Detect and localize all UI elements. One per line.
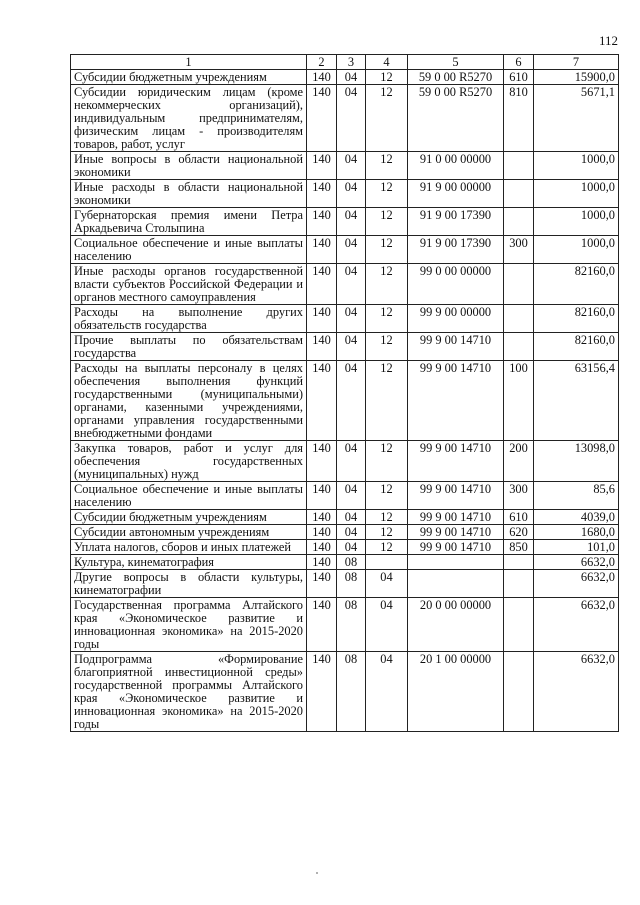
ministry-code-cell: 140 [307, 305, 337, 333]
target-article-cell [408, 555, 504, 570]
target-article-cell: 59 0 00 R5270 [408, 70, 504, 85]
target-article-cell: 99 9 00 14710 [408, 540, 504, 555]
table-row [71, 570, 619, 598]
subsection-code-cell: 12 [366, 510, 408, 525]
table-row [71, 208, 619, 236]
expense-name-cell: Уплата налогов, сборов и иных платежей [71, 540, 307, 555]
amount-cell: 85,6 [534, 482, 619, 510]
subsection-code-cell: 12 [366, 180, 408, 208]
section-code-cell: 04 [337, 236, 366, 264]
target-article-cell: 91 0 00 00000 [408, 152, 504, 180]
ministry-code-cell: 140 [307, 333, 337, 361]
expense-type-cell [504, 333, 534, 361]
ministry-code-cell: 140 [307, 570, 337, 598]
table-body [71, 70, 619, 732]
target-article-cell: 91 9 00 17390 [408, 236, 504, 264]
ministry-code-cell: 140 [307, 525, 337, 540]
ministry-code-cell: 140 [307, 152, 337, 180]
expense-name-cell: Иные расходы органов государственной власти субъектов Российской Федерации и органов местного самоуправления [71, 264, 307, 305]
table-row [71, 264, 619, 305]
section-code-cell: 04 [337, 305, 366, 333]
expense-name-cell: Субсидии юридическим лицам (кроме некоммерческих организаций), индивидуальным предпринимателям, физическим лицам - производителям товаров, работ, услуг [71, 85, 307, 152]
expense-name-cell: Расходы на выплаты персоналу в целях обеспечения выполнения функций государственными (муниципальными) органами, казенными учреждениями, органами управления государственными внебюджетными фондами [71, 361, 307, 441]
expense-name-cell: Иные вопросы в области национальной экономики [71, 152, 307, 180]
expense-type-cell [504, 180, 534, 208]
table-row [71, 85, 619, 152]
amount-cell: 6632,0 [534, 555, 619, 570]
section-code-cell: 04 [337, 441, 366, 482]
target-article-cell: 99 9 00 14710 [408, 482, 504, 510]
expense-type-cell: 610 [504, 70, 534, 85]
section-code-cell: 08 [337, 652, 366, 732]
target-article-cell [408, 570, 504, 598]
ministry-code-cell: 140 [307, 85, 337, 152]
page-number: 112 [598, 33, 618, 48]
expense-type-cell: 810 [504, 85, 534, 152]
target-article-cell: 99 9 00 00000 [408, 305, 504, 333]
header-cell: 7 [534, 55, 619, 70]
target-article-cell: 99 0 00 00000 [408, 264, 504, 305]
target-article-cell: 99 9 00 14710 [408, 510, 504, 525]
subsection-code-cell: 12 [366, 70, 408, 85]
amount-cell: 82160,0 [534, 333, 619, 361]
expense-type-cell [504, 305, 534, 333]
table-row [71, 482, 619, 510]
ministry-code-cell: 140 [307, 70, 337, 85]
header-cell: 3 [337, 55, 366, 70]
expense-type-cell [504, 152, 534, 180]
table-row [71, 555, 619, 570]
expense-name-cell: Субсидии бюджетным учреждениям [71, 510, 307, 525]
section-code-cell: 04 [337, 510, 366, 525]
table-row [71, 70, 619, 85]
target-article-cell: 99 9 00 14710 [408, 361, 504, 441]
expense-name-cell: Социальное обеспечение и иные выплаты населению [71, 236, 307, 264]
amount-cell: 6632,0 [534, 570, 619, 598]
section-code-cell: 08 [337, 555, 366, 570]
table-row [71, 305, 619, 333]
ministry-code-cell: 140 [307, 510, 337, 525]
target-article-cell: 91 9 00 17390 [408, 208, 504, 236]
section-code-cell: 08 [337, 598, 366, 652]
amount-cell: 6632,0 [534, 598, 619, 652]
section-code-cell: 04 [337, 180, 366, 208]
subsection-code-cell: 12 [366, 525, 408, 540]
subsection-code-cell: 12 [366, 264, 408, 305]
target-article-cell: 99 9 00 14710 [408, 525, 504, 540]
target-article-cell: 91 9 00 00000 [408, 180, 504, 208]
amount-cell: 63156,4 [534, 361, 619, 441]
subsection-code-cell: 04 [366, 598, 408, 652]
table-row [71, 525, 619, 540]
subsection-code-cell [366, 555, 408, 570]
expense-name-cell: Губернаторская премия имени Петра Аркадьевича Столыпина [71, 208, 307, 236]
subsection-code-cell: 12 [366, 208, 408, 236]
ministry-code-cell: 140 [307, 540, 337, 555]
table-row [71, 652, 619, 732]
target-article-cell: 20 1 00 00000 [408, 652, 504, 732]
subsection-code-cell: 12 [366, 152, 408, 180]
subsection-code-cell: 12 [366, 361, 408, 441]
subsection-code-cell: 04 [366, 652, 408, 732]
expense-name-cell: Подпрограмма «Формирование благоприятной инвестиционной среды» государственной программы Алтайского края «Экономическое развитие и инновационная экономика» на 2015-2020 годы [71, 652, 307, 732]
section-code-cell: 04 [337, 540, 366, 555]
expense-type-cell: 200 [504, 441, 534, 482]
amount-cell: 101,0 [534, 540, 619, 555]
expense-type-cell [504, 264, 534, 305]
expense-name-cell: Культура, кинематография [71, 555, 307, 570]
expense-type-cell: 610 [504, 510, 534, 525]
section-code-cell: 04 [337, 525, 366, 540]
amount-cell: 1000,0 [534, 208, 619, 236]
subsection-code-cell: 12 [366, 236, 408, 264]
table-row [71, 180, 619, 208]
subsection-code-cell: 04 [366, 570, 408, 598]
expense-name-cell: Прочие выплаты по обязательствам государства [71, 333, 307, 361]
table-row [71, 152, 619, 180]
section-code-cell: 04 [337, 264, 366, 305]
ministry-code-cell: 140 [307, 264, 337, 305]
ministry-code-cell: 140 [307, 652, 337, 732]
expense-name-cell: Субсидии бюджетным учреждениям [71, 70, 307, 85]
subsection-code-cell: 12 [366, 482, 408, 510]
table-row [71, 598, 619, 652]
expense-name-cell: Закупка товаров, работ и услуг для обеспечения государственных (муниципальных) нужд [71, 441, 307, 482]
amount-cell: 1000,0 [534, 236, 619, 264]
table-row [71, 540, 619, 555]
amount-cell: 1000,0 [534, 152, 619, 180]
table-row [71, 361, 619, 441]
section-code-cell: 04 [337, 152, 366, 180]
amount-cell: 15900,0 [534, 70, 619, 85]
expense-name-cell: Расходы на выполнение других обязательств государства [71, 305, 307, 333]
amount-cell: 82160,0 [534, 264, 619, 305]
section-code-cell: 04 [337, 361, 366, 441]
header-cell: 2 [307, 55, 337, 70]
subsection-code-cell: 12 [366, 540, 408, 555]
subsection-code-cell: 12 [366, 305, 408, 333]
expense-type-cell: 300 [504, 482, 534, 510]
ministry-code-cell: 140 [307, 361, 337, 441]
table-row [71, 510, 619, 525]
expense-name-cell: Иные расходы в области национальной экономики [71, 180, 307, 208]
amount-cell: 1000,0 [534, 180, 619, 208]
ministry-code-cell: 140 [307, 441, 337, 482]
expense-type-cell [504, 570, 534, 598]
ministry-code-cell: 140 [307, 208, 337, 236]
header-cell: 6 [504, 55, 534, 70]
ministry-code-cell: 140 [307, 555, 337, 570]
target-article-cell: 99 9 00 14710 [408, 441, 504, 482]
expense-type-cell [504, 208, 534, 236]
target-article-cell: 59 0 00 R5270 [408, 85, 504, 152]
amount-cell: 4039,0 [534, 510, 619, 525]
section-code-cell: 04 [337, 85, 366, 152]
subsection-code-cell: 12 [366, 441, 408, 482]
section-code-cell: 04 [337, 208, 366, 236]
target-article-cell: 20 0 00 00000 [408, 598, 504, 652]
ministry-code-cell: 140 [307, 236, 337, 264]
ministry-code-cell: 140 [307, 598, 337, 652]
amount-cell: 1680,0 [534, 525, 619, 540]
expense-type-cell [504, 652, 534, 732]
budget-table [70, 54, 619, 732]
subsection-code-cell: 12 [366, 333, 408, 361]
header-row [71, 55, 619, 70]
amount-cell: 6632,0 [534, 652, 619, 732]
ministry-code-cell: 140 [307, 180, 337, 208]
amount-cell: 13098,0 [534, 441, 619, 482]
target-article-cell: 99 9 00 14710 [408, 333, 504, 361]
header-cell: 4 [366, 55, 408, 70]
expense-name-cell: Социальное обеспечение и иные выплаты населению [71, 482, 307, 510]
expense-type-cell: 620 [504, 525, 534, 540]
expense-name-cell: Другие вопросы в области культуры, кинематографии [71, 570, 307, 598]
expense-type-cell [504, 555, 534, 570]
subsection-code-cell: 12 [366, 85, 408, 152]
header-cell: 5 [408, 55, 504, 70]
expense-type-cell: 850 [504, 540, 534, 555]
expense-name-cell: Государственная программа Алтайского края «Экономическое развитие и инновационная экономика» на 2015-2020 годы [71, 598, 307, 652]
header-cell: 1 [71, 55, 307, 70]
expense-type-cell: 300 [504, 236, 534, 264]
scan-speck [316, 872, 318, 874]
section-code-cell: 08 [337, 570, 366, 598]
amount-cell: 82160,0 [534, 305, 619, 333]
section-code-cell: 04 [337, 482, 366, 510]
expense-type-cell: 100 [504, 361, 534, 441]
expense-type-cell [504, 598, 534, 652]
ministry-code-cell: 140 [307, 482, 337, 510]
table-row [71, 333, 619, 361]
amount-cell: 5671,1 [534, 85, 619, 152]
expense-name-cell: Субсидии автономным учреждениям [71, 525, 307, 540]
table-row [71, 236, 619, 264]
table-row [71, 441, 619, 482]
section-code-cell: 04 [337, 333, 366, 361]
section-code-cell: 04 [337, 70, 366, 85]
